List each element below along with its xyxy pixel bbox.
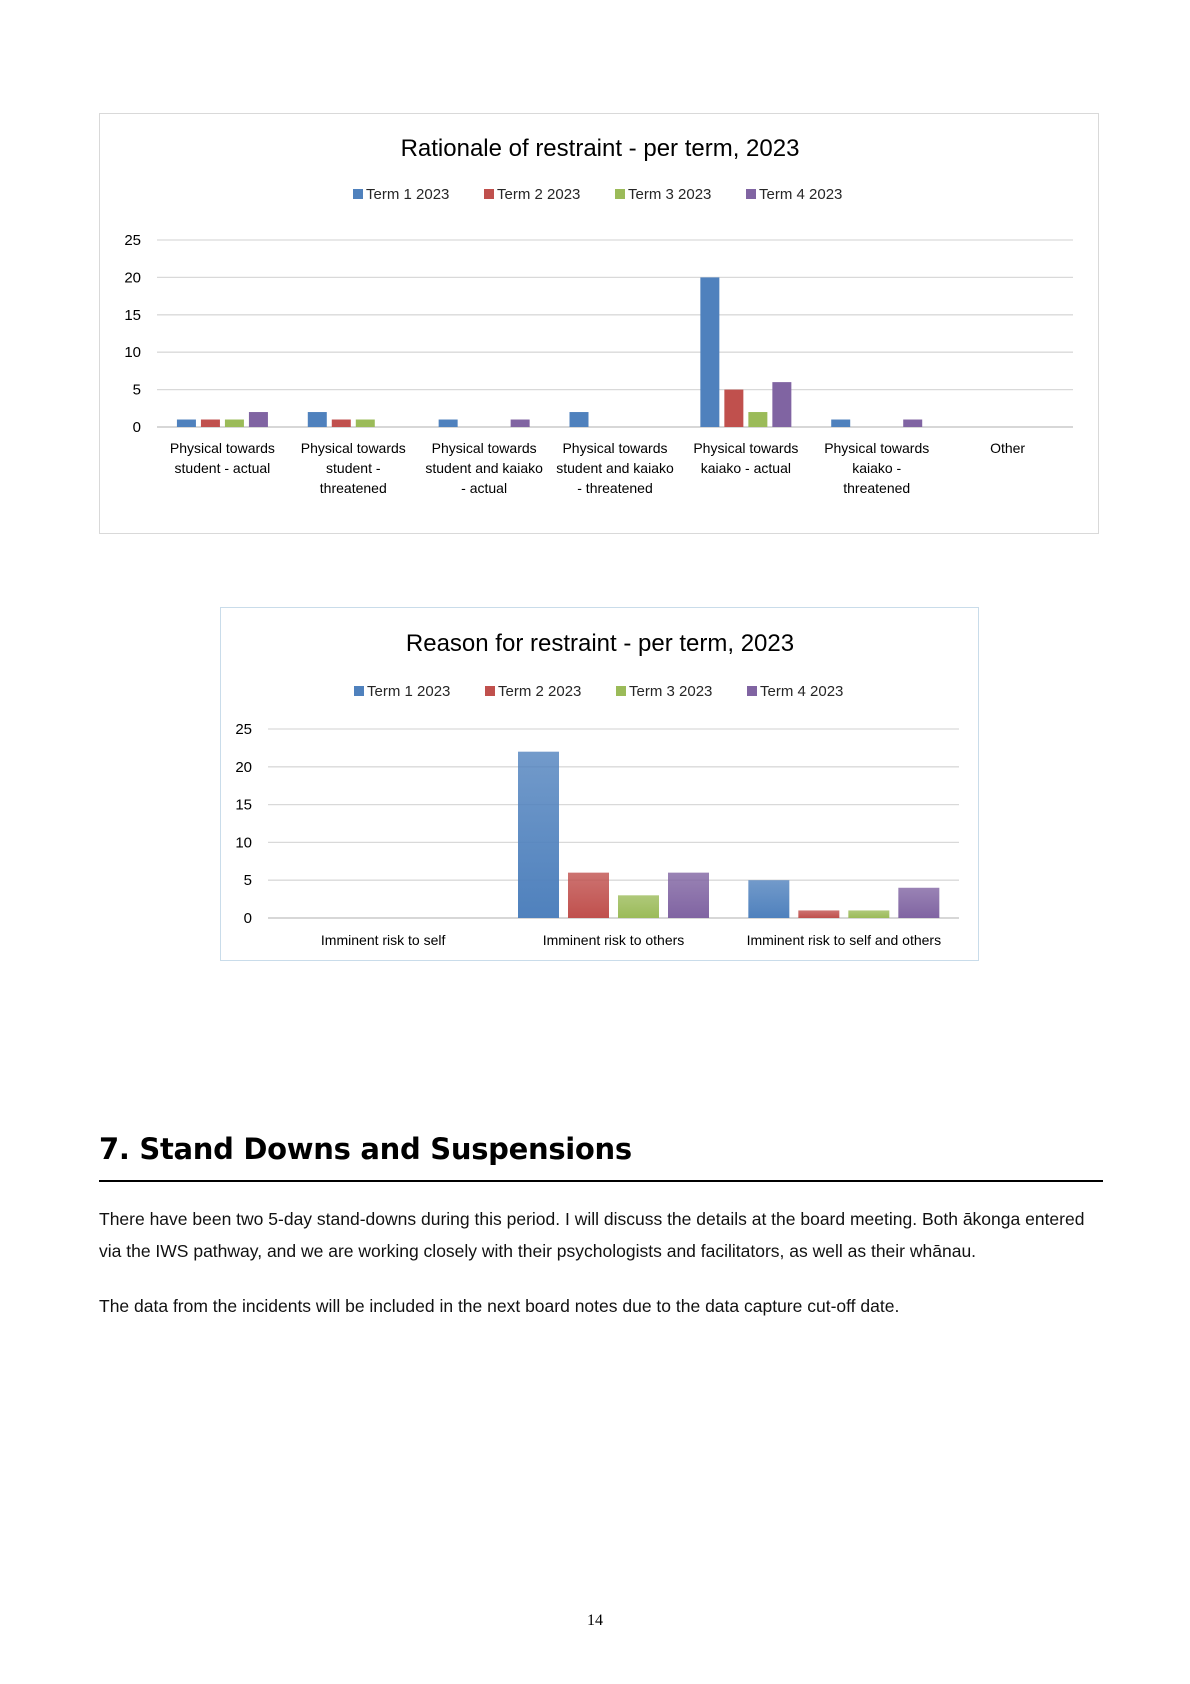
bar bbox=[570, 412, 589, 427]
bar bbox=[748, 880, 789, 918]
y-tick-label: 20 bbox=[124, 269, 141, 287]
bar bbox=[848, 910, 889, 918]
legend-swatch bbox=[747, 686, 757, 696]
legend-swatch bbox=[746, 189, 756, 199]
reason-for-restraint-chart bbox=[220, 607, 979, 961]
bar bbox=[798, 910, 839, 918]
legend-entry: Term 4 2023 bbox=[760, 683, 844, 700]
category-label: student and kaiako bbox=[425, 460, 543, 476]
category-label: student and kaiako bbox=[556, 460, 674, 476]
bar bbox=[356, 420, 375, 427]
y-tick-label: 20 bbox=[235, 758, 252, 776]
legend-swatch bbox=[354, 686, 364, 696]
bar bbox=[201, 420, 220, 427]
category-label: Other bbox=[990, 440, 1026, 456]
bar bbox=[568, 873, 609, 918]
legend-swatch bbox=[485, 686, 495, 696]
category-label: Physical towards bbox=[824, 440, 930, 456]
y-tick-label: 10 bbox=[124, 344, 141, 362]
rationale-chart-svg bbox=[100, 114, 1100, 535]
bar bbox=[903, 420, 922, 427]
category-label: Physical towards bbox=[693, 440, 799, 456]
y-tick-label: 15 bbox=[235, 796, 252, 814]
bar bbox=[518, 752, 559, 918]
legend-swatch bbox=[616, 686, 626, 696]
category-label: threatened bbox=[319, 480, 387, 496]
bar bbox=[618, 895, 659, 918]
bar bbox=[308, 412, 327, 427]
section-heading: 7. Stand Downs and Suspensions bbox=[99, 1128, 1103, 1182]
legend-swatch bbox=[484, 189, 494, 199]
y-tick-label: 0 bbox=[243, 910, 252, 927]
bar bbox=[177, 420, 196, 427]
bar bbox=[439, 420, 458, 427]
chart-title: Rationale of restraint - per term, 2023 bbox=[400, 135, 800, 162]
category-label: threatened bbox=[843, 480, 911, 496]
y-tick-label: 5 bbox=[243, 872, 252, 890]
category-label: kaiako - actual bbox=[700, 460, 791, 476]
y-tick-label: 15 bbox=[124, 306, 141, 324]
y-tick-label: 25 bbox=[124, 232, 141, 249]
category-label: Imminent risk to self bbox=[320, 932, 446, 948]
bar bbox=[249, 412, 268, 427]
category-label: Physical towards bbox=[169, 440, 275, 456]
y-tick-label: 5 bbox=[132, 381, 141, 399]
y-tick-label: 0 bbox=[132, 419, 141, 436]
rationale-of-restraint-chart bbox=[99, 113, 1099, 534]
category-label: kaiako - bbox=[852, 460, 902, 476]
legend-entry: Term 4 2023 bbox=[759, 186, 843, 203]
legend-entry: Term 1 2023 bbox=[367, 683, 451, 700]
legend-entry: Term 1 2023 bbox=[366, 186, 450, 203]
chart-title: Reason for restraint - per term, 2023 bbox=[405, 630, 795, 657]
y-tick-label: 10 bbox=[235, 834, 252, 852]
legend-swatch bbox=[353, 189, 363, 199]
paragraph-data-note: The data from the incidents will be included in the next board notes due to the data capture cut-off date. bbox=[99, 1296, 900, 1316]
paragraph-stand-downs: There have been two 5-day stand-downs during this period. I will discuss the details at the board meeting. Both ākonga entered via the IWS pathway, and we are working closely with their psychologists and facilitators, as well as their whānau. bbox=[99, 1209, 1085, 1261]
reason-chart-svg bbox=[221, 608, 980, 962]
category-label: student - bbox=[326, 460, 381, 476]
legend-entry: Term 3 2023 bbox=[629, 683, 713, 700]
page-number: 14 bbox=[587, 1612, 603, 1629]
bar bbox=[898, 888, 939, 918]
y-tick-label: 25 bbox=[235, 721, 252, 738]
category-label: Physical towards bbox=[562, 440, 668, 456]
bar bbox=[668, 873, 709, 918]
category-label: - actual bbox=[461, 480, 508, 496]
category-label: Physical towards bbox=[300, 440, 406, 456]
category-label: Imminent risk to self and others bbox=[746, 932, 942, 948]
legend-swatch bbox=[615, 189, 625, 199]
legend-entry: Term 3 2023 bbox=[628, 186, 712, 203]
bar bbox=[332, 420, 351, 427]
bar bbox=[225, 420, 244, 427]
legend-entry: Term 2 2023 bbox=[498, 683, 582, 700]
bar bbox=[772, 382, 791, 427]
bar bbox=[511, 420, 530, 427]
bar bbox=[700, 277, 719, 427]
bar bbox=[748, 412, 767, 427]
bar bbox=[831, 420, 850, 427]
bar bbox=[724, 390, 743, 427]
category-label: Physical towards bbox=[431, 440, 537, 456]
category-label: - threatened bbox=[577, 480, 653, 496]
category-label: Imminent risk to others bbox=[542, 932, 685, 948]
category-label: student - actual bbox=[174, 460, 271, 476]
legend-entry: Term 2 2023 bbox=[497, 186, 581, 203]
